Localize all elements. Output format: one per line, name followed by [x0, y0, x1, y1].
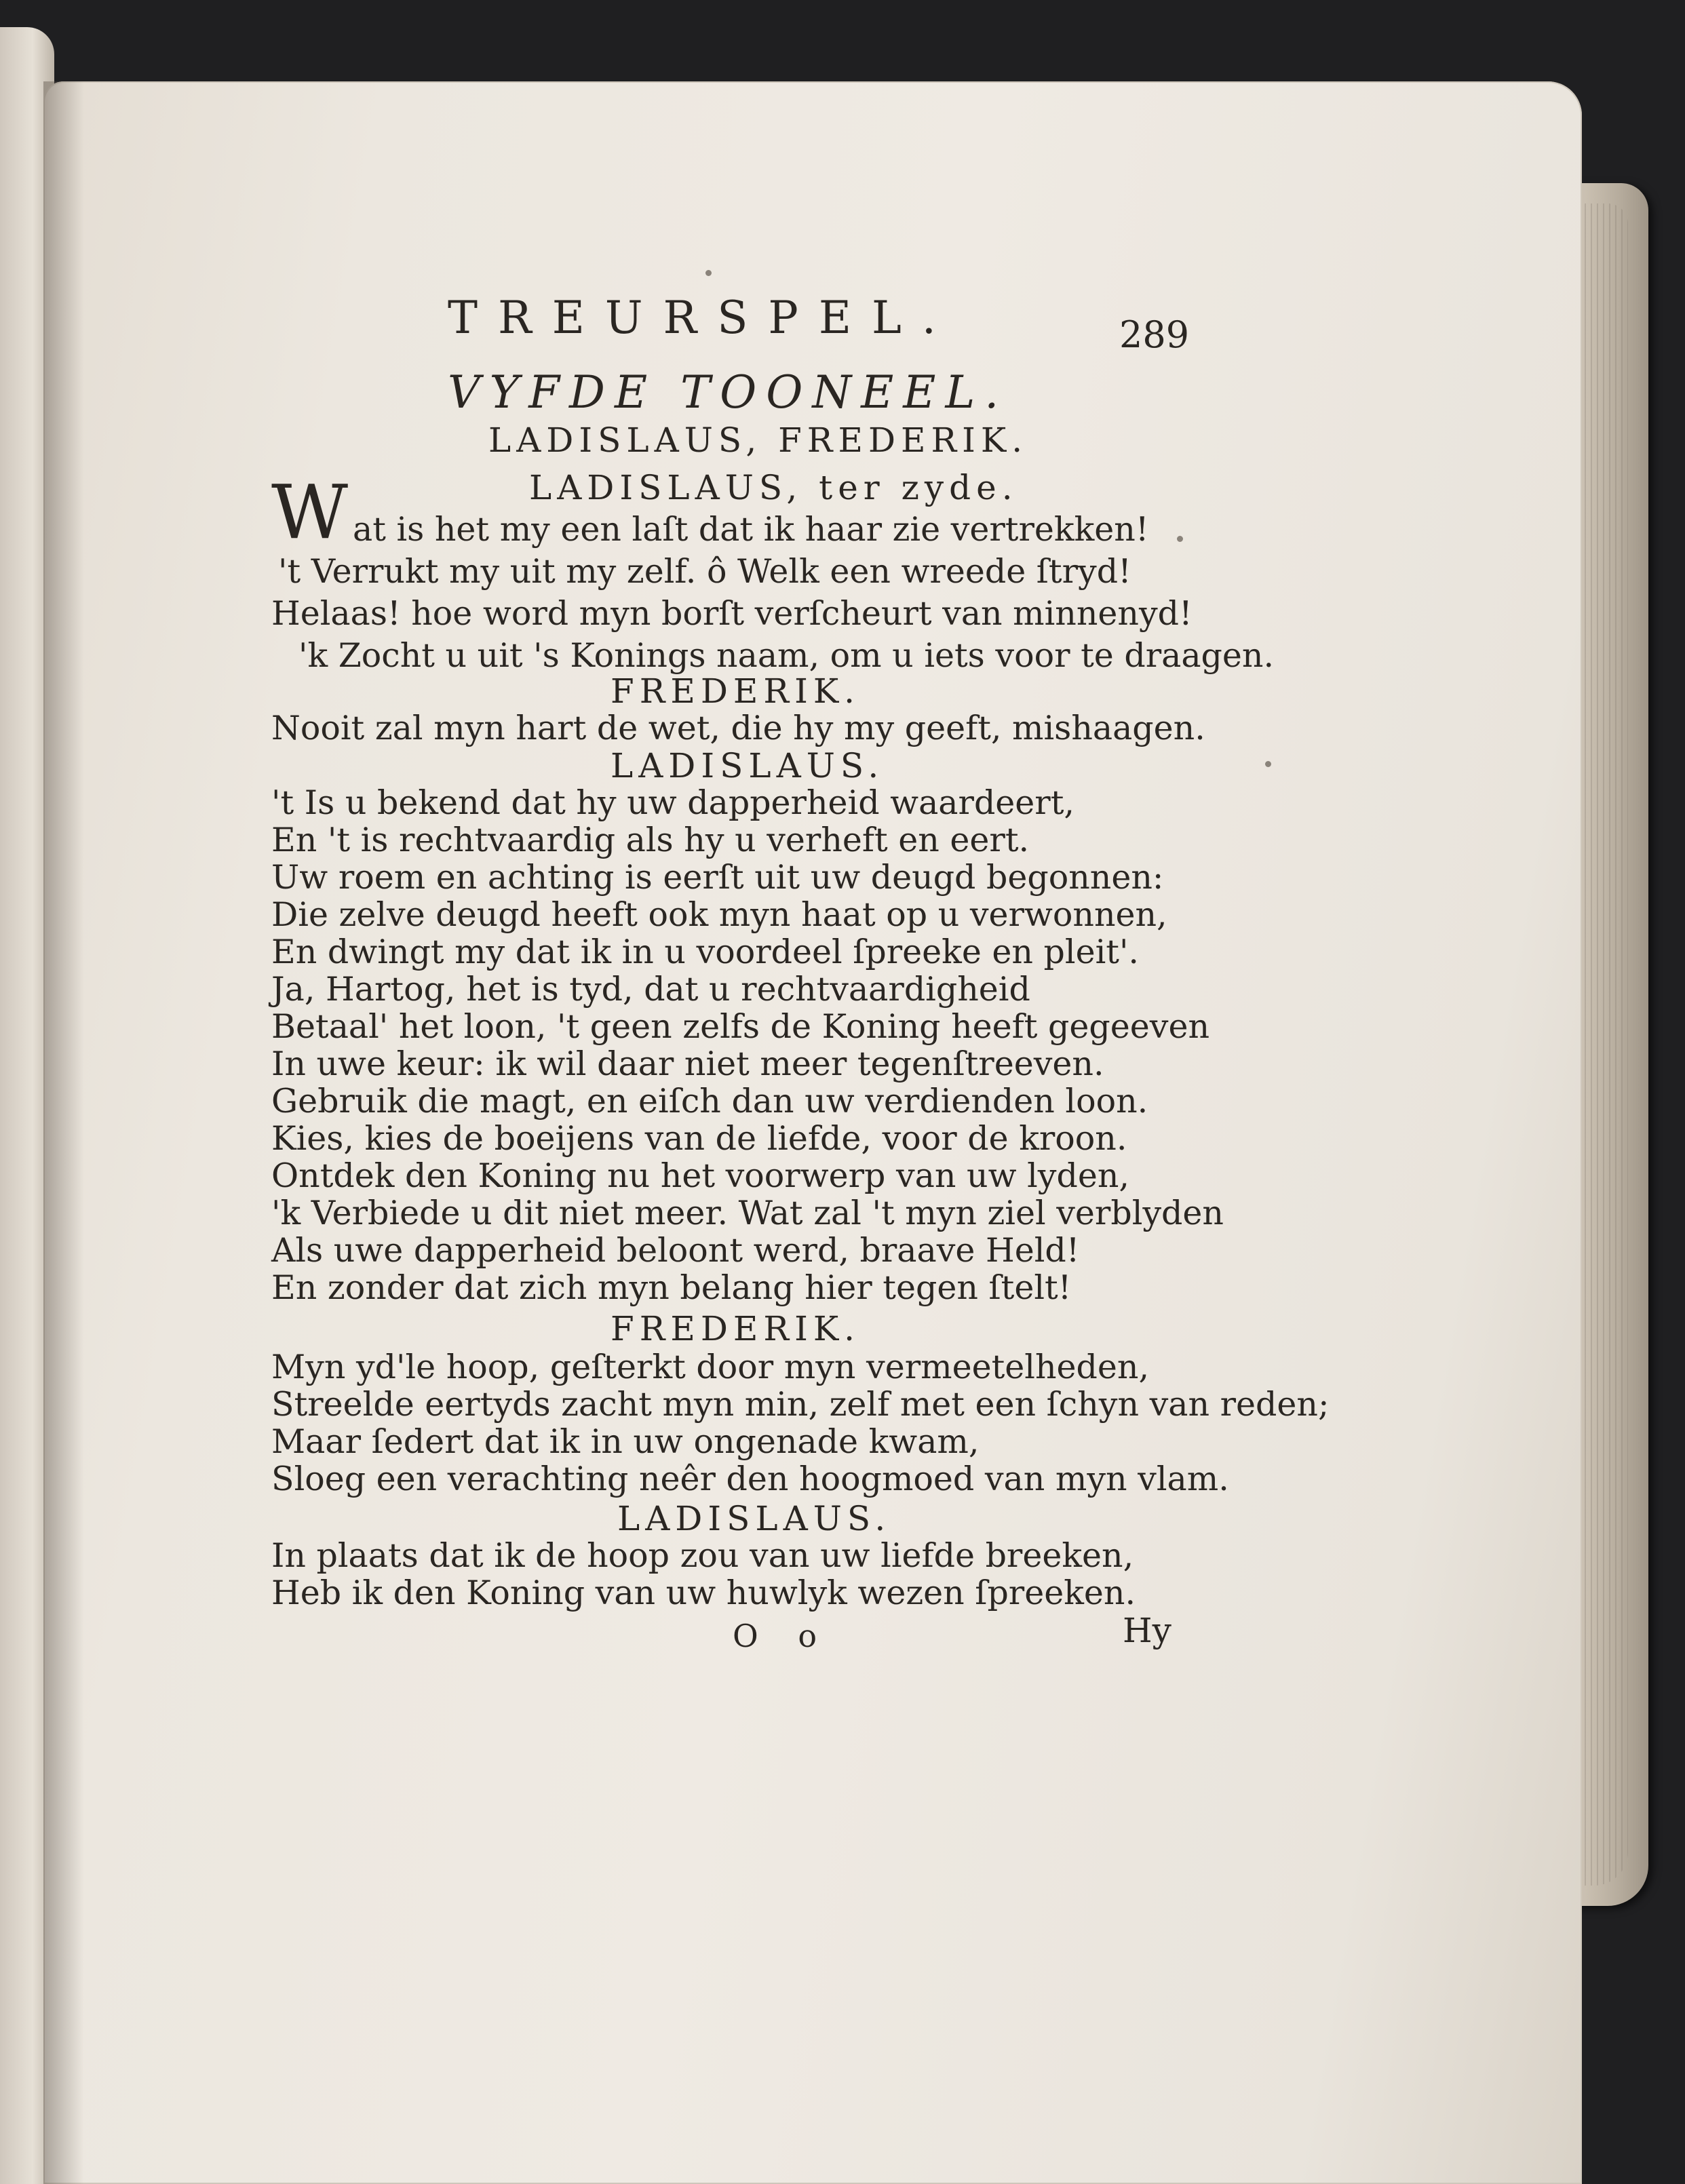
verse-line: Myn yd'le hoop, geſterkt door myn vermeetelheden, [271, 1348, 1150, 1386]
speaker-heading: LADISLAUS, ter zyde. [529, 468, 1018, 507]
running-head: TREURSPEL. [448, 292, 956, 344]
verse-line: En zonder dat zich myn belang hier tegen ſtelt! [271, 1268, 1072, 1307]
verse-line: Ontdek den Koning nu het voorwerp van uw lyden, [271, 1156, 1129, 1195]
verse-line: Die zelve deugd heeft ook myn haat op u verwonnen, [271, 895, 1167, 934]
ink-speck [1265, 761, 1271, 767]
gutter-shadow [43, 81, 84, 2184]
verse-line: Kies, kies de boeijens van de liefde, voor de kroon. [271, 1119, 1127, 1158]
verse-line: 'k Zocht u uit 's Konings naam, om u iets voor te draagen. [298, 636, 1275, 675]
verse-line: 't Is u bekend dat hy uw dapperheid waardeert, [271, 783, 1074, 822]
verse-line: En 't is rechtvaardig als hy u verheft en eert. [271, 821, 1030, 859]
ink-speck [705, 270, 712, 276]
catchword: Hy [1123, 1611, 1171, 1650]
verse-line: En dwingt my dat ik in u voordeel ſpreeke en pleit'. [271, 933, 1140, 971]
speaker-heading: LADISLAUS. [611, 746, 885, 785]
verse-line: Nooit zal myn hart de wet, die hy my geeft, mishaagen. [271, 709, 1205, 747]
scene-title: VYFDE TOONEEL. [448, 366, 1009, 418]
speaker-heading: FREDERIK. [611, 671, 861, 711]
verse-line: Streelde eertyds zacht myn min, zelf met een ſchyn van reden; [271, 1385, 1330, 1424]
verse-line: 't Verrukt my uit my zelf. ô Welk een wreede ſtryd! [278, 552, 1131, 591]
verse-line: Gebruik die magt, en eiſch dan uw verdienden loon. [271, 1082, 1148, 1120]
characters-list: LADISLAUS, FREDERIK. [488, 421, 1028, 460]
verse-line: Ja, Hartog, het is tyd, dat u rechtvaardigheid [271, 970, 1030, 1009]
speaker-heading: LADISLAUS. [617, 1499, 891, 1538]
signature-mark: O o [733, 1618, 832, 1654]
verse-line: Helaas! hoe word myn borſt verſcheurt van minnenyd! [271, 594, 1193, 633]
verse-line: Betaal' het loon, 't geen zelfs de Koning heeft gegeeven [271, 1007, 1210, 1046]
ink-speck [1177, 536, 1183, 542]
verse-line: In uwe keur: ik wil daar niet meer tegenſtreeven. [271, 1045, 1104, 1083]
verse-line: Heb ik den Koning van uw huwlyk wezen ſpreeken. [271, 1574, 1136, 1612]
verse-line: In plaats dat ik de hoop zou van uw liefde breeken, [271, 1536, 1134, 1575]
verse-line: Als uwe dapperheid beloont werd, braave Held! [271, 1231, 1080, 1270]
verse-line: Sloeg een verachting neêr den hoogmoed van myn vlam. [271, 1460, 1229, 1498]
verse-line: Uw roem en achting is eerſt uit uw deugd begonnen: [271, 858, 1164, 897]
verse-line: 'k Verbiede u dit niet meer. Wat zal 't myn ziel verblyden [271, 1194, 1224, 1232]
speaker-heading: FREDERIK. [611, 1309, 861, 1348]
verse-line: Maar ſedert dat ik in uw ongenade kwam, [271, 1422, 980, 1461]
verse-line: at is het my een laſt dat ik haar zie vertrekken! [353, 510, 1149, 549]
drop-cap: W [271, 469, 349, 555]
page-number: 289 [1119, 313, 1190, 356]
